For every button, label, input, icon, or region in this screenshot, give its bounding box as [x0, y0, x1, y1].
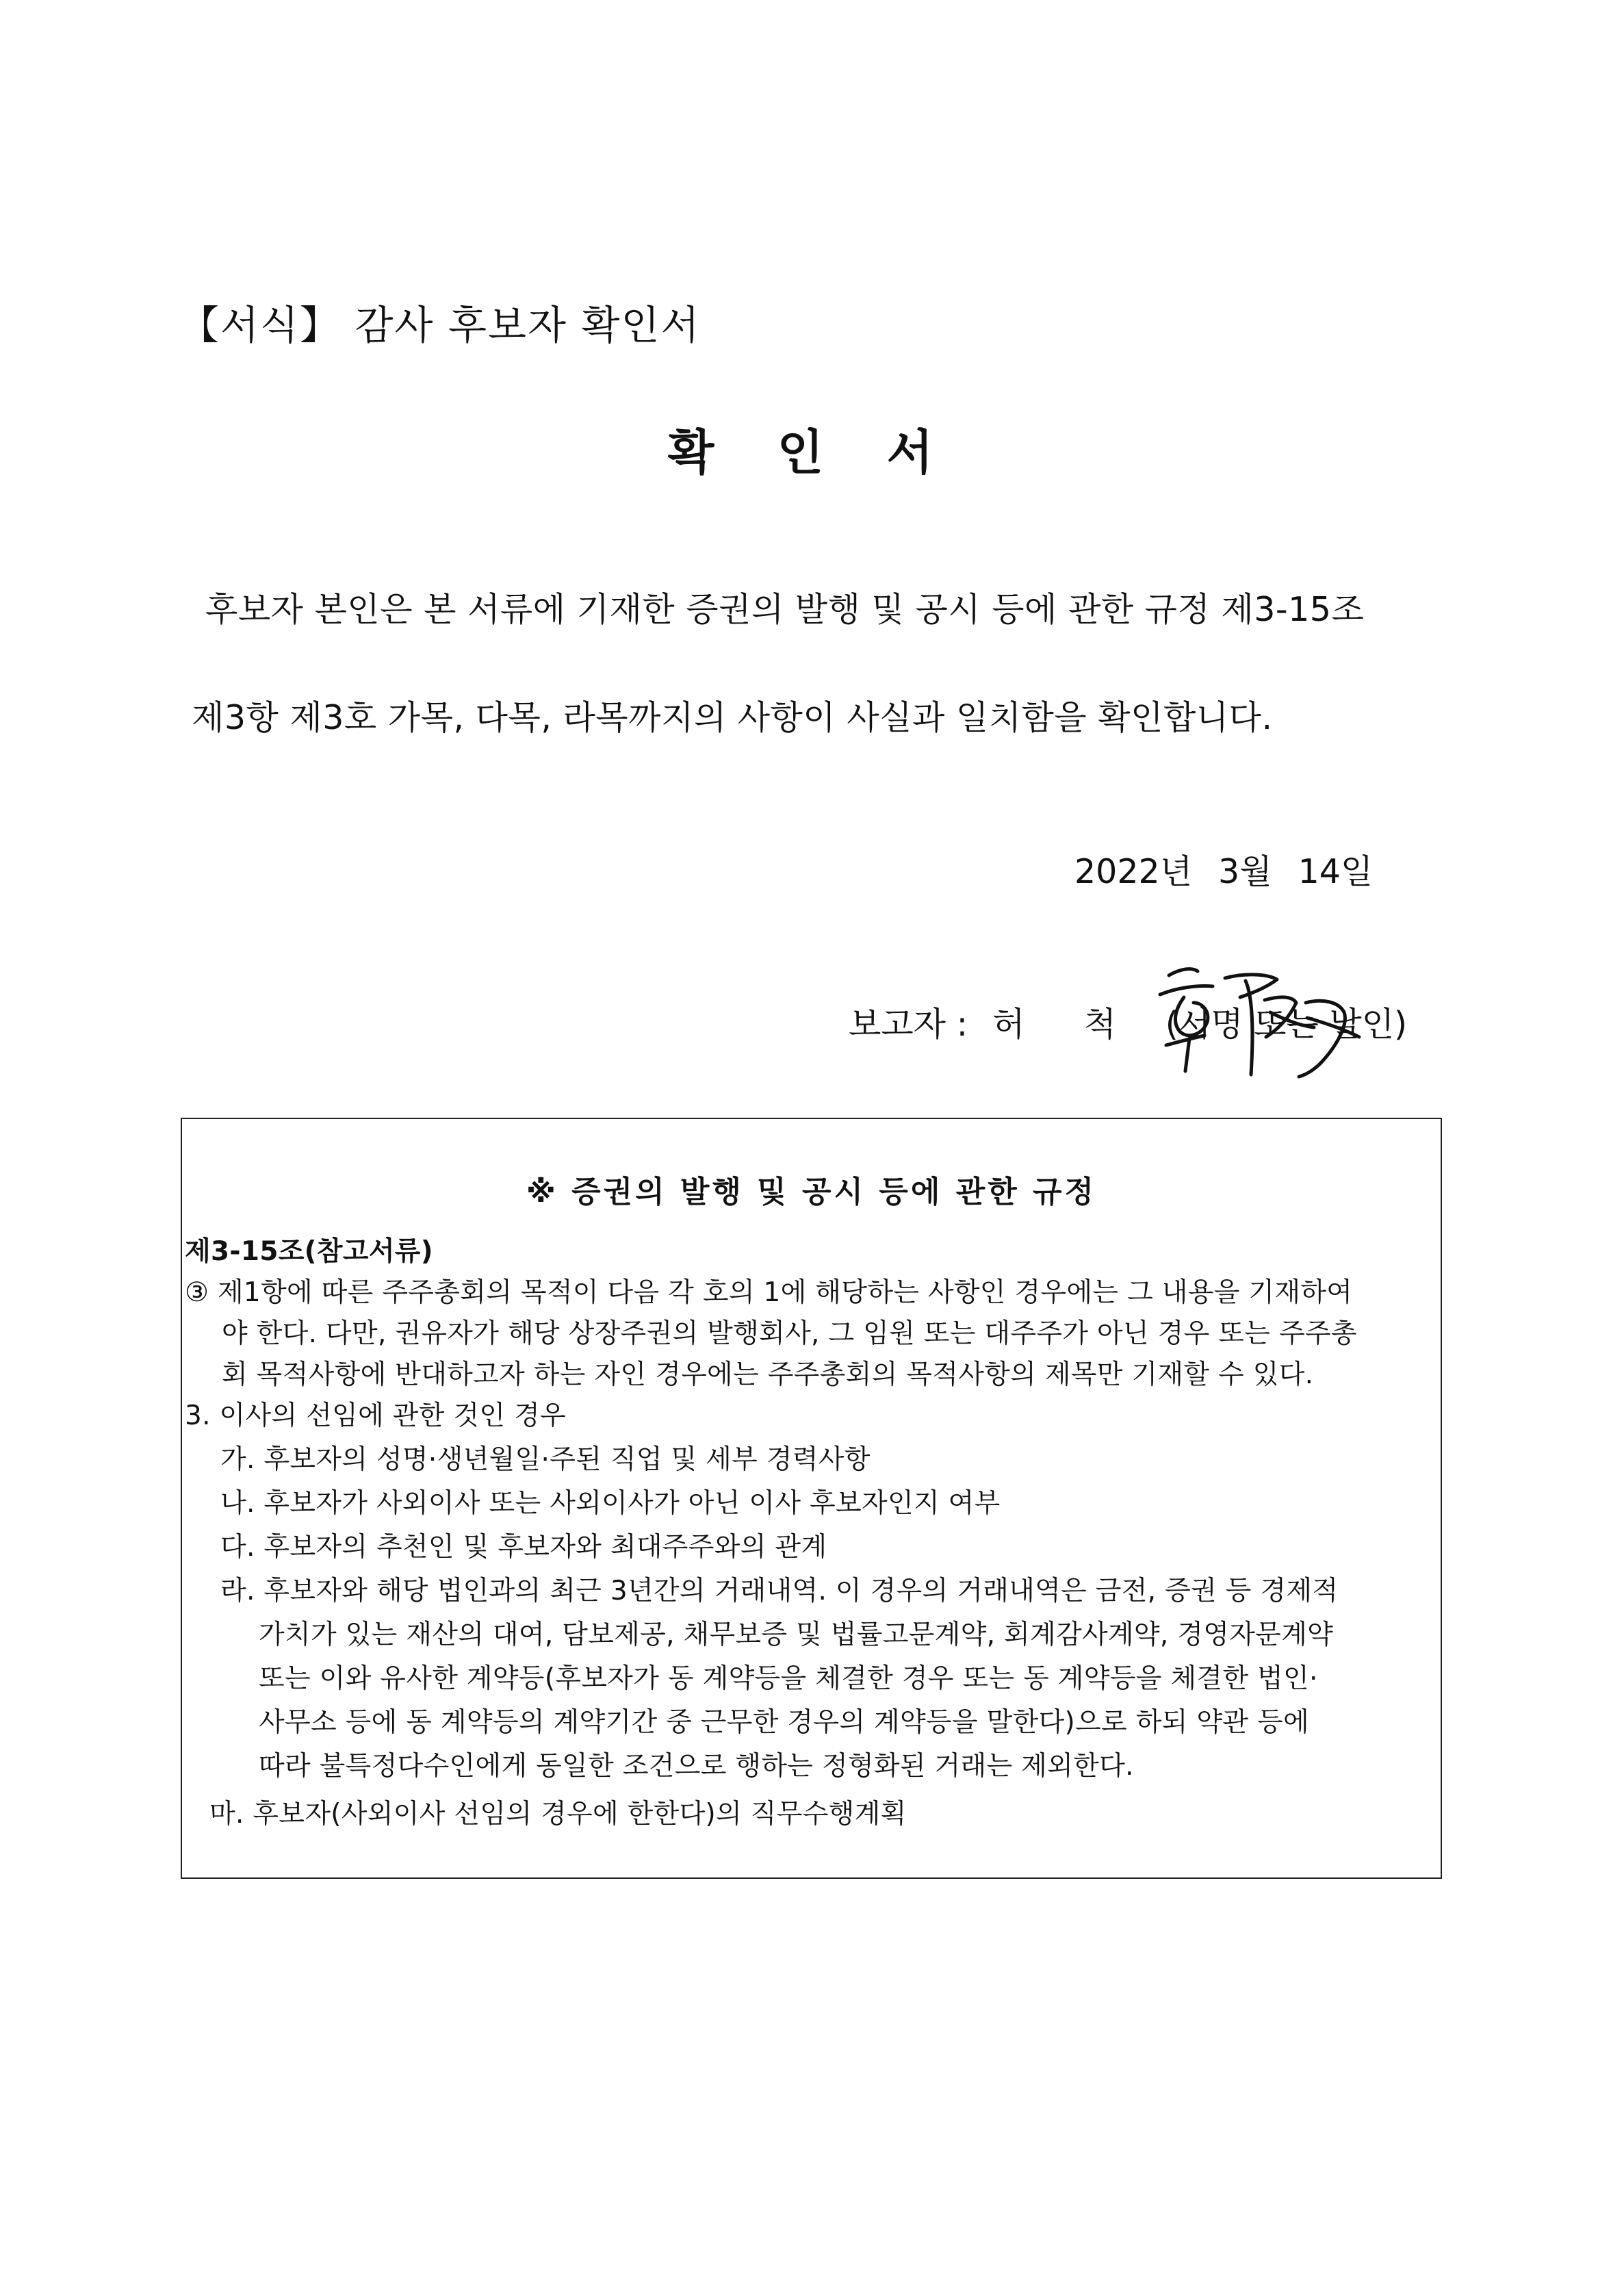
sub-item-da: 다. 후보자의 추천인 및 후보자와 최대주주와의 관계	[220, 1532, 827, 1563]
para3-line-1: ③ 제1항에 따른 주주총회의 목적이 다음 각 호의 1에 해당하는 사항인 경우에는 그 내용을 기재하여	[185, 1277, 1353, 1308]
sub-item-ra-cont-1: 가치가 있는 재산의 대여, 담보제공, 채무보증 및 법률고문계약, 회계감사계약, 경영자문계약	[259, 1619, 1334, 1650]
para3-line-3: 회 목적사항에 반대하고자 하는 자인 경우에는 주주총회의 목적사항의 제목만 기재할 수 있다.	[222, 1359, 1314, 1390]
handwritten-signature	[1150, 955, 1376, 1081]
item-3-heading: 3. 이사의 선임에 관한 것인 경우	[185, 1400, 566, 1431]
issue-date	[1074, 845, 1373, 893]
regulation-reference-box	[181, 1118, 1442, 1879]
reporter-label: 보고자 :	[849, 1005, 968, 1044]
sub-item-ra-cont-3: 사무소 등에 동 계약등의 계약기간 중 근무한 경우의 계약등을 말한다)으로 하되 약관 등에	[259, 1707, 1309, 1738]
form-label: 【서식】 감사 후보자 확인서	[179, 302, 701, 348]
date-month: 3월	[1218, 852, 1272, 891]
sub-item-ma: 마. 후보자(사외이사 선임의 경우에 한한다)의 직무수행계획	[209, 1799, 907, 1830]
date-day: 14일	[1298, 852, 1374, 891]
para3-line-2: 야 한다. 다만, 권유자가 해당 상장주권의 발행회사, 그 임원 또는 대주주가 아닌 경우 또는 주주총	[222, 1318, 1357, 1349]
statement-line-2: 제3항 제3호 가목, 다목, 라목까지의 사항이 사실과 일치함을 확인합니다.	[192, 698, 1273, 737]
sub-item-na: 나. 후보자가 사외이사 또는 사외이사가 아닌 이사 후보자인지 여부	[220, 1488, 1001, 1519]
reference-title: ※ 증권의 발행 및 공시 등에 관한 규정	[526, 1175, 1097, 1209]
sign-note: (서명 또는 날인)	[1165, 1005, 1408, 1044]
sub-item-ra-cont-4: 따라 불특정다수인에게 동일한 조건으로 행하는 정형화된 거래는 제외한다.	[259, 1751, 1134, 1782]
article-heading: 제3-15조(참고서류)	[185, 1236, 433, 1267]
document-title: 확 인 서	[667, 424, 957, 480]
sub-item-ga: 가. 후보자의 성명·생년월일·주된 직업 및 세부 경력사항	[220, 1444, 871, 1475]
sub-item-ra-cont-2: 또는 이와 유사한 계약등(후보자가 동 계약등을 체결한 경우 또는 동 계약등을 체결한 법인·	[259, 1663, 1318, 1694]
statement-line-1: 후보자 본인은 본 서류에 기재한 증권의 발행 및 공시 등에 관한 규정 제3-15조	[205, 590, 1365, 629]
reporter-name-first: 허	[992, 1005, 1025, 1044]
date-year: 2022년	[1074, 852, 1193, 891]
sub-item-ra: 라. 후보자와 해당 법인과의 최근 3년간의 거래내역. 이 경우의 거래내역은 금전, 증권 등 경제적	[220, 1576, 1339, 1606]
reporter-name-last: 척	[1083, 1005, 1116, 1044]
